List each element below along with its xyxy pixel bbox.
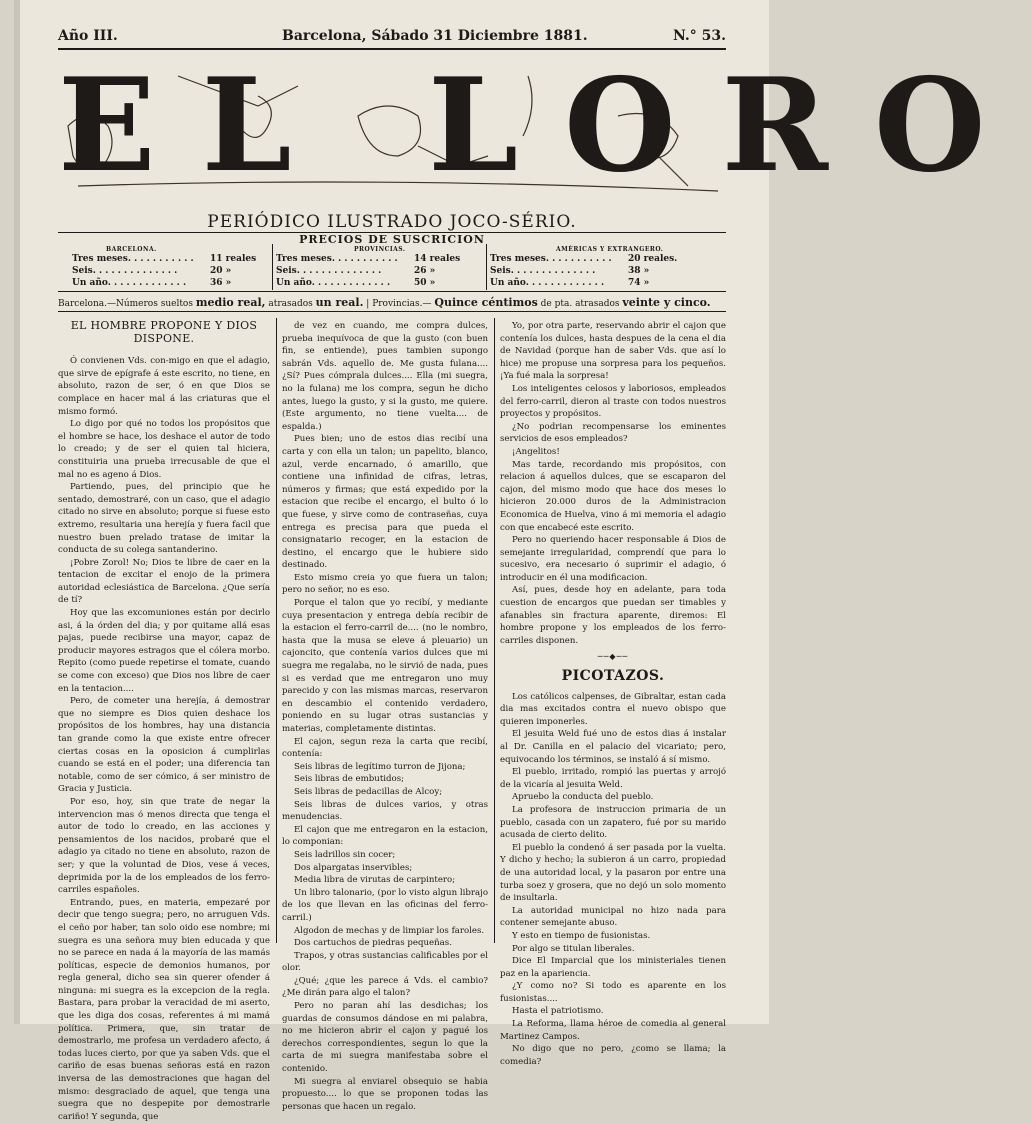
single-issue-prices (58, 296, 726, 309)
subscription-period-provincias: Seis. . . . . . . . . . . . . . (276, 266, 382, 276)
page-fold-shadow (14, 0, 20, 1024)
subscription-price-barcelona: 20 » (210, 266, 232, 276)
column-3 (500, 320, 726, 1067)
article-paragraph: Algodon de mechas y de limpiar los faroles. (294, 925, 485, 936)
subscription-price-america: 74 » (628, 278, 650, 288)
sueltos-provincias-mid: de pta. atrasados (540, 299, 620, 309)
article-paragraph: Seis libras de dulces varios, y otras menudencias. (282, 799, 488, 823)
article-paragraph: de vez en cuando, me compra dulces, prueba inequívoca de que la gusto (con buen fin, se entiende), pues tambien supongo sabrán Vds. aquello de. Me gusta fulana.... ¿Sí? Pues cómprala dulces.... Ella (mi suegra, no la fulana) me los compra, segun he dicho antes, luego la gusto, y si la gusto, me quiere. (Este argumento, no tiene vuelta.... de espalda.) (282, 321, 488, 432)
picotazos-paragraph: Los católicos calpenses, de Gibraltar, estan cada dia mas excitados contra el nuevo obispo que quieren imponerles. (500, 691, 726, 727)
picotazos-paragraph: El jesuita Weld fué uno de estos dias á instalar al Dr. Canilla en el palacio del vicariato; pero, equivocando los términos, se instaló á sí mismo. (500, 729, 726, 765)
picotazos-paragraph: El pueblo la condenó á ser pasada por la vuelta. Y dicho y hecho; la subieron á un carro, propiedad de una autoridad local, y la pasaron por entre una turba soez y grosera, que no dejó un solo momento de insultarla. (500, 842, 726, 904)
sueltos-barcelona-label: Barcelona.—Números sueltos (58, 299, 193, 309)
subscription-period-barcelona: Seis. . . . . . . . . . . . . . (72, 266, 178, 276)
article-body-end (500, 320, 726, 647)
sueltos-barcelona-price: medio real, (195, 296, 266, 309)
article-paragraph: El cajon que me entregaron en la estacion, lo componian: (282, 824, 488, 848)
article-paragraph: Mas tarde, recordando mis propósitos, con relacion á aquellos dulces, que se escaparon del cajon, del mismo modo que hace dos meses lo hicieron 20.000 duros de la Administracion Economica de Huelva, vino á mi memoria el adagio con que encabecé este escrito. (500, 459, 726, 533)
subscription-barcelona-label: BARCELONA. (106, 246, 157, 253)
article-body-continued (282, 320, 488, 1113)
article-paragraph: Dos cartuchos de piedras pequeñas. (294, 938, 452, 949)
subscription-rule (58, 291, 726, 292)
sueltos-provincias-price: Quince céntimos (434, 296, 538, 309)
subscription-price-barcelona: 11 reales (210, 254, 257, 264)
article-paragraph: Por eso, hoy, sin que trate de negar la intervencion mas ó menos directa que tenga el autor de todo lo creado, en las acciones y pensamientos de los nacidos, probaré que el adagio ya citado no tiene en absoluto, razon de ser; y que la voluntad de Dios, vese á veces, deprimida por la de los empleados de los ferro-carriles españoles. (58, 796, 270, 896)
picotazos-paragraph: Y esto en tiempo de fusionistas. (512, 930, 651, 941)
article-paragraph: Mi suegra al enviarel obsequio se habia propuesto.... lo que se proponen todas las personas que hacen un regalo. (282, 1076, 488, 1112)
article-paragraph: Un libro talonario, (por lo visto algun librajo de los que llevan en las oficinas del ferro-carril.) (282, 887, 488, 923)
subscription-period-provincias: Un año. . . . . . . . . . . . . (276, 278, 391, 288)
subscription-price-america: 38 » (628, 266, 650, 276)
column-1 (58, 319, 270, 1122)
sueltos-atrasados-price: un real. (315, 296, 364, 309)
issue-year: Año III. (58, 28, 118, 44)
article-paragraph: ¡Pobre Zorol! No; Dios te libre de caer en la tentacion de excitar el enojo de la primera autoridad eclesiástica de Barcelona. ¿Que sería de tí? (58, 557, 270, 606)
article-paragraph: Lo digo por qué no todos los propósitos que el hombre se hace, los deshace el autor de todo lo creado; y de ser el quien tal hiciera, constituiria una prueba irrecusable de que el mal no es ageno á Dios. (58, 419, 270, 480)
picotazos-paragraph: La autoridad municipal no hizo nada para contener semejante abuso. (500, 905, 726, 929)
subscription-provincias-label: PROVINCIAS. (354, 246, 406, 253)
article-paragraph: Seis libras de embutidos; (294, 774, 405, 785)
subscription-period-barcelona: Tres meses. . . . . . . . . . . (72, 254, 194, 264)
subscription-period-america: Seis. . . . . . . . . . . . . . (490, 266, 596, 276)
masthead-subtitle: PERIÓDICO ILUSTRADO JOCO-SÉRIO. (207, 212, 577, 232)
subscription-divider (486, 244, 487, 290)
column-divider (276, 318, 277, 943)
article-paragraph: Dos alpargatas inservibles; (294, 862, 413, 873)
article-paragraph: Porque el talon que yo recibí, y mediante cuya presentacion y entrega debía recibir de la estacion el ferro-carril de.... (no le nombro, hasta que la musa se eleve á pleuario) un cajoncito, que contenía varios dulces que mi suegra me regalaba, no le sirvió de nada, pues si es verdad que me entregaron uno muy parecido y con las mismas marcas, reservaron en descambio el contenido verdadero, poniendo en su lugar otras sustancias y materias, completamente distintas. (282, 598, 488, 734)
masthead (58, 51, 1032, 206)
article-paragraph: ¿No podrian recompensarse los eminentes servicios de esos empleados? (500, 421, 726, 445)
picotazos-paragraph: No digo que no pero, ¿como se llama; la comedia? (500, 1044, 726, 1067)
subscription-price-barcelona: 36 » (210, 278, 232, 288)
article-paragraph: Trapos, y otras sustancias calificables por el olor. (282, 950, 488, 974)
article-paragraph: Hoy que las excomuniones están por decirlo asi, á la órden del dia; y por quitame allá esas pajas, puede recibirse una mayor, capaz de producir mayores estragos que el cólera morbo. Repito (como puede repetirse el tomate, cuando se come con exceso) que Dios nos libre de caer en la tentacion.... (58, 608, 270, 694)
masthead-title: EL LORO (58, 51, 1032, 201)
picotazos-body (500, 691, 726, 1069)
subscription-title: PRECIOS DE SUSCRICION (299, 233, 485, 246)
subscription-price-provincias: 50 » (414, 278, 436, 288)
picotazos-paragraph: La profesora de instruccion primaria de un pueblo, casada con un zapatero, fué por su marido acusada de cierto delito. (500, 804, 726, 841)
picotazos-paragraph: Hasta el patriotismo. (512, 1006, 604, 1017)
picotazos-paragraph: Apruebo la conducta del pueblo. (512, 792, 654, 803)
article-paragraph: Pero no paran ahí las desdichas; los guardas de consumos dándose en mi palabra, no me hicieron abrir el cajon y pagué los derechos correspondientes, segun lo que la carta de mi suegra manifestaba sobre el contenido. (282, 1001, 488, 1075)
newspaper-page (14, 0, 1032, 1122)
column-2 (282, 320, 488, 1112)
article-paragraph: Partiendo, pues, del principio que he sentado, demostraré, con un caso, que el adagio citado no sirve en absoluto; porque si fuese esto extremo, resultaria una herejía y fuera facil que nuestro buen prelado tratase de imitar la conducta de su colega santanderino. (58, 482, 270, 556)
subscription-period-america: Un año. . . . . . . . . . . . . (490, 278, 605, 288)
sueltos-atrasados-label: atrasados (268, 299, 313, 309)
subscription-price-america: 20 reales. (628, 254, 678, 264)
subscription-divider (272, 244, 273, 290)
sueltos-provincias-price2: veinte y cinco. (622, 296, 711, 309)
picotazos-paragraph: Por algo se titulan liberales. (512, 943, 635, 954)
subscription-period-barcelona: Un año. . . . . . . . . . . . . (72, 278, 187, 288)
article-paragraph: Pero no queriendo hacer responsable á Dios de semejante irregularidad, comprendí que para lo sucesivo, era necesario ó suprimir el adagio, ó introducir en él una modificacion. (500, 535, 726, 583)
sueltos-provincias-label: | Provincias.— (366, 299, 432, 309)
picotazos-paragraph: Dice El Imparcial que los ministeriales tienen paz en la apariencia. (500, 956, 726, 979)
article-paragraph: ¿Qué; ¿que les parece á Vds. el cambio? ¿Me dirán para algo el talon? (282, 975, 488, 999)
picotazos-paragraph: ¿Y como no? Si todo es aparente en los fusionistas.... (500, 981, 726, 1004)
article-paragraph: Entrando, pues, en materia, empezaré por decir que tengo suegra; pero, no arruguen Vds. el ceño por haber, tan solo oido ese nombre; mi suegra es una señora muy bien educada y que no se parece en nada á la mayoría de las mamás políticas, especie de demonios humanos, por regla general, dicho sea sin querer ofender á ninguna: mi suegra es la excepcion de la regla. Bastara, para probar la veracidad de mi aserto, que les diga dos cosas, referentes á mi mamá política. Primera, que, sin tratar de demostrarlo, me profesa un verdadero afecto, á todas luces cierto, por que ya saben Vds. que el cariño de esas buenas señoras está en razon inversa de las demostraciones que hagan del mismo: desgraciado de aquel, que tenga una suegra que no despepite por demostrarle cariño! Y segunda, que (58, 897, 270, 1122)
article-paragraph: Ó convienen Vds. con-migo en que el adagio, que sirve de epígrafe á este escrito, no tiene, en absoluto, razon de ser, ó en que Dios se complace en hacer mal á las criaturas que el mismo formó. (58, 356, 270, 417)
subscription-period-provincias: Tres meses. . . . . . . . . . . (276, 254, 398, 264)
article-body (58, 355, 270, 1123)
article-paragraph: Seis libras de pedacillas de Alcoy; (294, 786, 443, 797)
article-paragraph: Esto mismo creia yo que fuera un talon; pero no señor, no es eso. (282, 572, 488, 596)
column-divider (494, 318, 495, 943)
article-paragraph: Los inteligentes celosos y laboriosos, empleados del ferro-carril, dieron al traste con todos nuestros proyectos y propósitos. (500, 383, 726, 420)
picotazos-heading: PICOTAZOS. (561, 668, 665, 685)
article-paragraph: Así, pues, desde hoy en adelante, para toda cuestion de encargos que puedan ser timables y afanables sin fractura aparente, diremos: El hombre propone y los empleados de los ferro-carriles disponen. (500, 585, 726, 646)
article-heading: EL HOMBRE PROPONE Y DIOS DISPONE. (70, 319, 258, 345)
subscription-america-label: AMÉRICAS Y EXTRANGERO. (556, 246, 664, 253)
article-paragraph: El cajon, segun reza la carta que recibí, contenía: (282, 736, 488, 760)
article-paragraph: Seis ladrillos sin cocer; (294, 849, 396, 860)
subscription-price-provincias: 26 » (414, 266, 436, 276)
issue-number: N.° 53. (672, 28, 726, 44)
article-paragraph: Seis libras de legítimo turron de Jijona; (294, 761, 466, 772)
article-paragraph: ¡Angelitos! (512, 446, 560, 457)
article-paragraph: Pues bien; uno de estos dias recibí una carta y con ella un talon; un papelito, blanco, azul, verde encarnado, ó amarillo, que contiene una infinidad de cifras, letras, números y firmas; que está expedido por la estacion que recibe el encargo, el bulto ó lo que fuese, y sirve como de contraseñas, cuya entrega es precisa para que pueda el consignatario recoger, en la estacion de destino, el encargo que le hubiere sido destinado. (282, 434, 488, 571)
issue-place-date: Barcelona, Sábado 31 Diciembre 1881. (282, 28, 588, 44)
sueltos-rule (58, 311, 726, 312)
picotazos-paragraph: La Reforma, llama héroe de comedia al general Martinez Campos. (500, 1019, 726, 1042)
issue-header (58, 28, 726, 50)
article-paragraph: Yo, por otra parte, reservando abrir el cajon que contenía los dulces, hasta despues de la cena el dia de Navidad (porque han de saber Vds. que así lo hice) me propuse una sorpresa para los pequeños. ¡Ya fué mala la sorpresa! (500, 321, 726, 382)
subscription-price-provincias: 14 reales (414, 254, 461, 264)
header-rule (58, 48, 726, 50)
article-paragraph: Pero, de cometer una herejía, á demostrar que no siempre es Dios quien deshace los propósitos de los hombres, hay una distancia tan grande como la que existe entre ofrecer ciertas cosas en la oposicion á cumplirlas cuando se está en el poder; una diferencia tan notable, como de ser cómico, á ser ministro de Gracia y Justicia. (58, 696, 270, 795)
article-paragraph: Media libra de virutas de carpintero; (294, 875, 456, 886)
picotazos-paragraph: El pueblo, irritado, rompió las puertas y arrojó de la vicaría al jesuita Weld. (500, 767, 726, 790)
subscription-period-america: Tres meses. . . . . . . . . . . (490, 254, 612, 264)
section-ornament: ──◆── (597, 652, 629, 662)
